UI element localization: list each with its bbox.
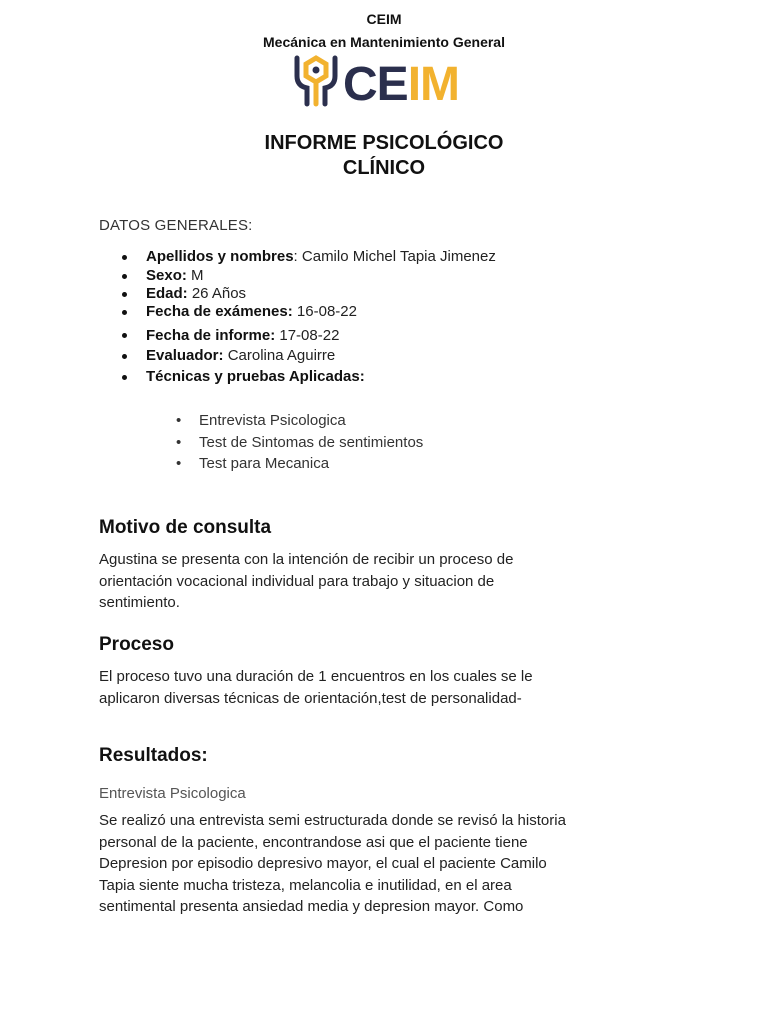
list-item: Fecha de exámenes: 16-08-22 (99, 303, 496, 324)
bullet-icon: • (176, 433, 182, 451)
resultados-subheading: Entrevista Psicologica (99, 785, 246, 802)
list-item: • Test de Sintomas de sentimientos (99, 432, 423, 454)
motivo-heading: Motivo de consulta (99, 517, 272, 538)
list-item: • Test para Mecanica (99, 453, 423, 475)
logo-text: CEIM (343, 58, 460, 108)
header-org: CEIM (366, 11, 402, 27)
bullet-dot-icon (122, 292, 127, 297)
bullet-icon: • (176, 412, 182, 429)
ceim-logo (293, 54, 478, 108)
bullet-icon: • (176, 455, 182, 472)
bullet-dot-icon (122, 354, 127, 359)
logo-emblem-icon (297, 58, 335, 104)
resultados-paragraph: Se realizó una entrevista semi estructurada donde se revisó la historia personal de la paciente, encontrandose asi que el paciente tiene Depresion por episodio depresivo mayor, el cual el paciente Camilo Tapia siente mucha tristeza, melancolia e inutilidad, en el area sentimental presenta ansiedad media y depresion mayor. Como (99, 812, 566, 916)
proceso-heading: Proceso (99, 634, 174, 655)
list-item: Evaluador: Carolina Aguirre (99, 347, 496, 368)
list-item: • Entrevista Psicologica (99, 410, 423, 432)
list-item: Fecha de informe: 17-08-22 (99, 324, 496, 347)
list-item: Sexo: M (99, 267, 496, 285)
bullet-dot-icon (122, 310, 127, 315)
header-course: Mecánica en Mantenimiento General (263, 34, 505, 50)
bullet-dot-icon (122, 255, 127, 260)
document-title-line-1: INFORME PSICOLÓGICO (264, 132, 504, 154)
general-data-list (99, 248, 496, 386)
list-item: Edad: 26 Años (99, 285, 496, 303)
bullet-dot-icon (122, 375, 127, 380)
list-item: Técnicas y pruebas Aplicadas: (99, 368, 496, 386)
motivo-paragraph: Agustina se presenta con la intención de recibir un proceso de orientación vocacional individual para trabajo y situacion de sentimiento. (99, 551, 514, 612)
resultados-heading: Resultados: (99, 745, 208, 766)
proceso-paragraph: El proceso tuvo una duración de 1 encuentros en los cuales se le aplicaron diversas técnicas de orientación,test de personalidad- (99, 668, 533, 707)
bullet-dot-icon (122, 274, 127, 279)
bullet-dot-icon (122, 333, 127, 338)
applied-tests-list (99, 410, 423, 475)
list-item: Apellidos y nombres: Camilo Michel Tapia Jimenez (99, 248, 496, 267)
document-title-line-2: CLÍNICO (342, 157, 426, 179)
general-data-label: DATOS GENERALES: (99, 217, 253, 234)
